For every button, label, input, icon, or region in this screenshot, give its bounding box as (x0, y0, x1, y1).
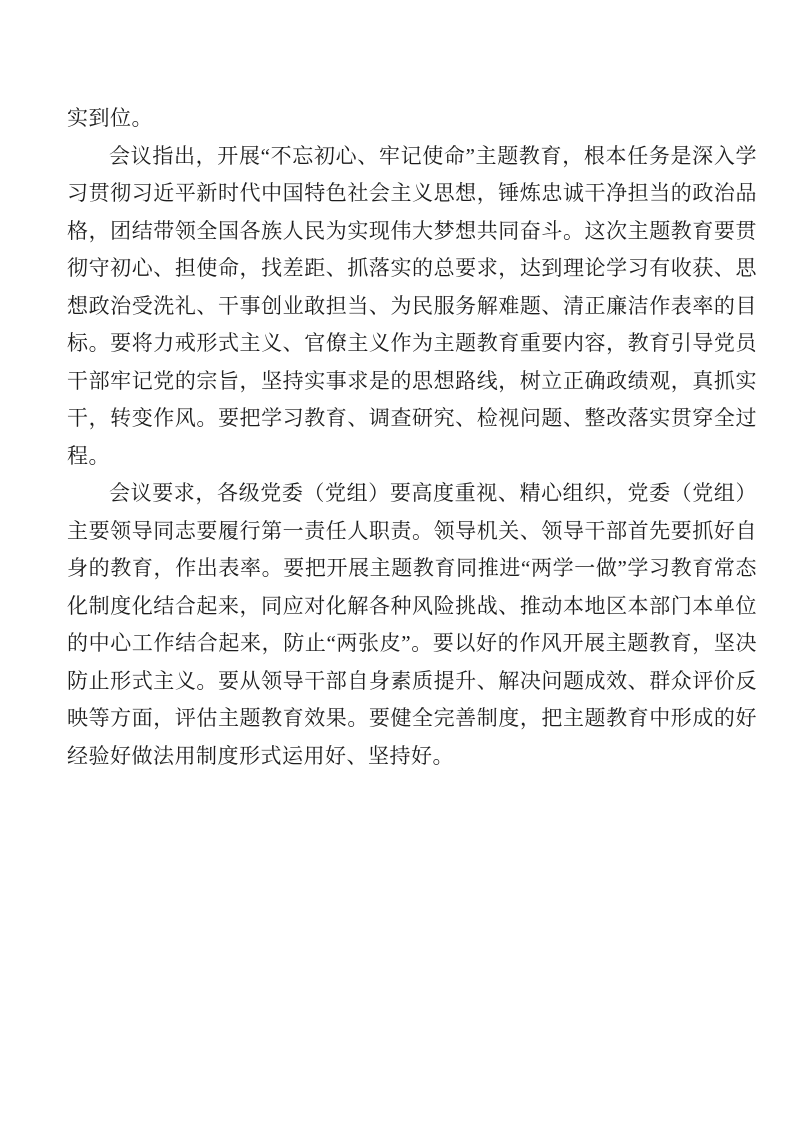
paragraph-continuation: 实到位。 (67, 106, 153, 130)
paragraph-meeting-pointed-out: 会议指出，开展“不忘初心、牢记使命”主题教育，根本任务是深入学习贯彻习近平新时代中国特色社会主义思想，锤炼忠诚干净担当的政治品格，团结带领全国各族人民为实现伟大梦想共同奋斗。这次主题教育要贯彻守初心、担使命，找差距、抓落实的总要求，达到理论学习有收获、思想政治受洗礼、干事创业敢担当、为民服务解难题、清正廉洁作表率的目标。要将力戒形式主义、官僚主义作为主题教育重要内容，教育引导党员干部牢记党的宗旨，坚持实事求是的思想路线，树立正确政绩观，真抓实干，转变作风。要把学习教育、调查研究、检视问题、整改落实贯穿全过程。 (67, 143, 757, 468)
paragraph-meeting-requires: 会议要求，各级党委（党组）要高度重视、精心组织，党委（党组）主要领导同志要履行第一责任人职责。领导机关、领导干部首先要抓好自身的教育，作出表率。要把开展主题教育同推进“两学一做”学习教育常态化制度化结合起来，同应对化解各种风险挑战、推动本地区本部门本单位的中心工作结合起来，防止“两张皮”。要以好的作风开展主题教育，坚决防止形式主义。要从领导干部自身素质提升、解决问题成效、群众评价反映等方面，评估主题教育效果。要健全完善制度，把主题教育中形成的好经验好做法用制度形式运用好、坚持好。 (67, 481, 757, 768)
